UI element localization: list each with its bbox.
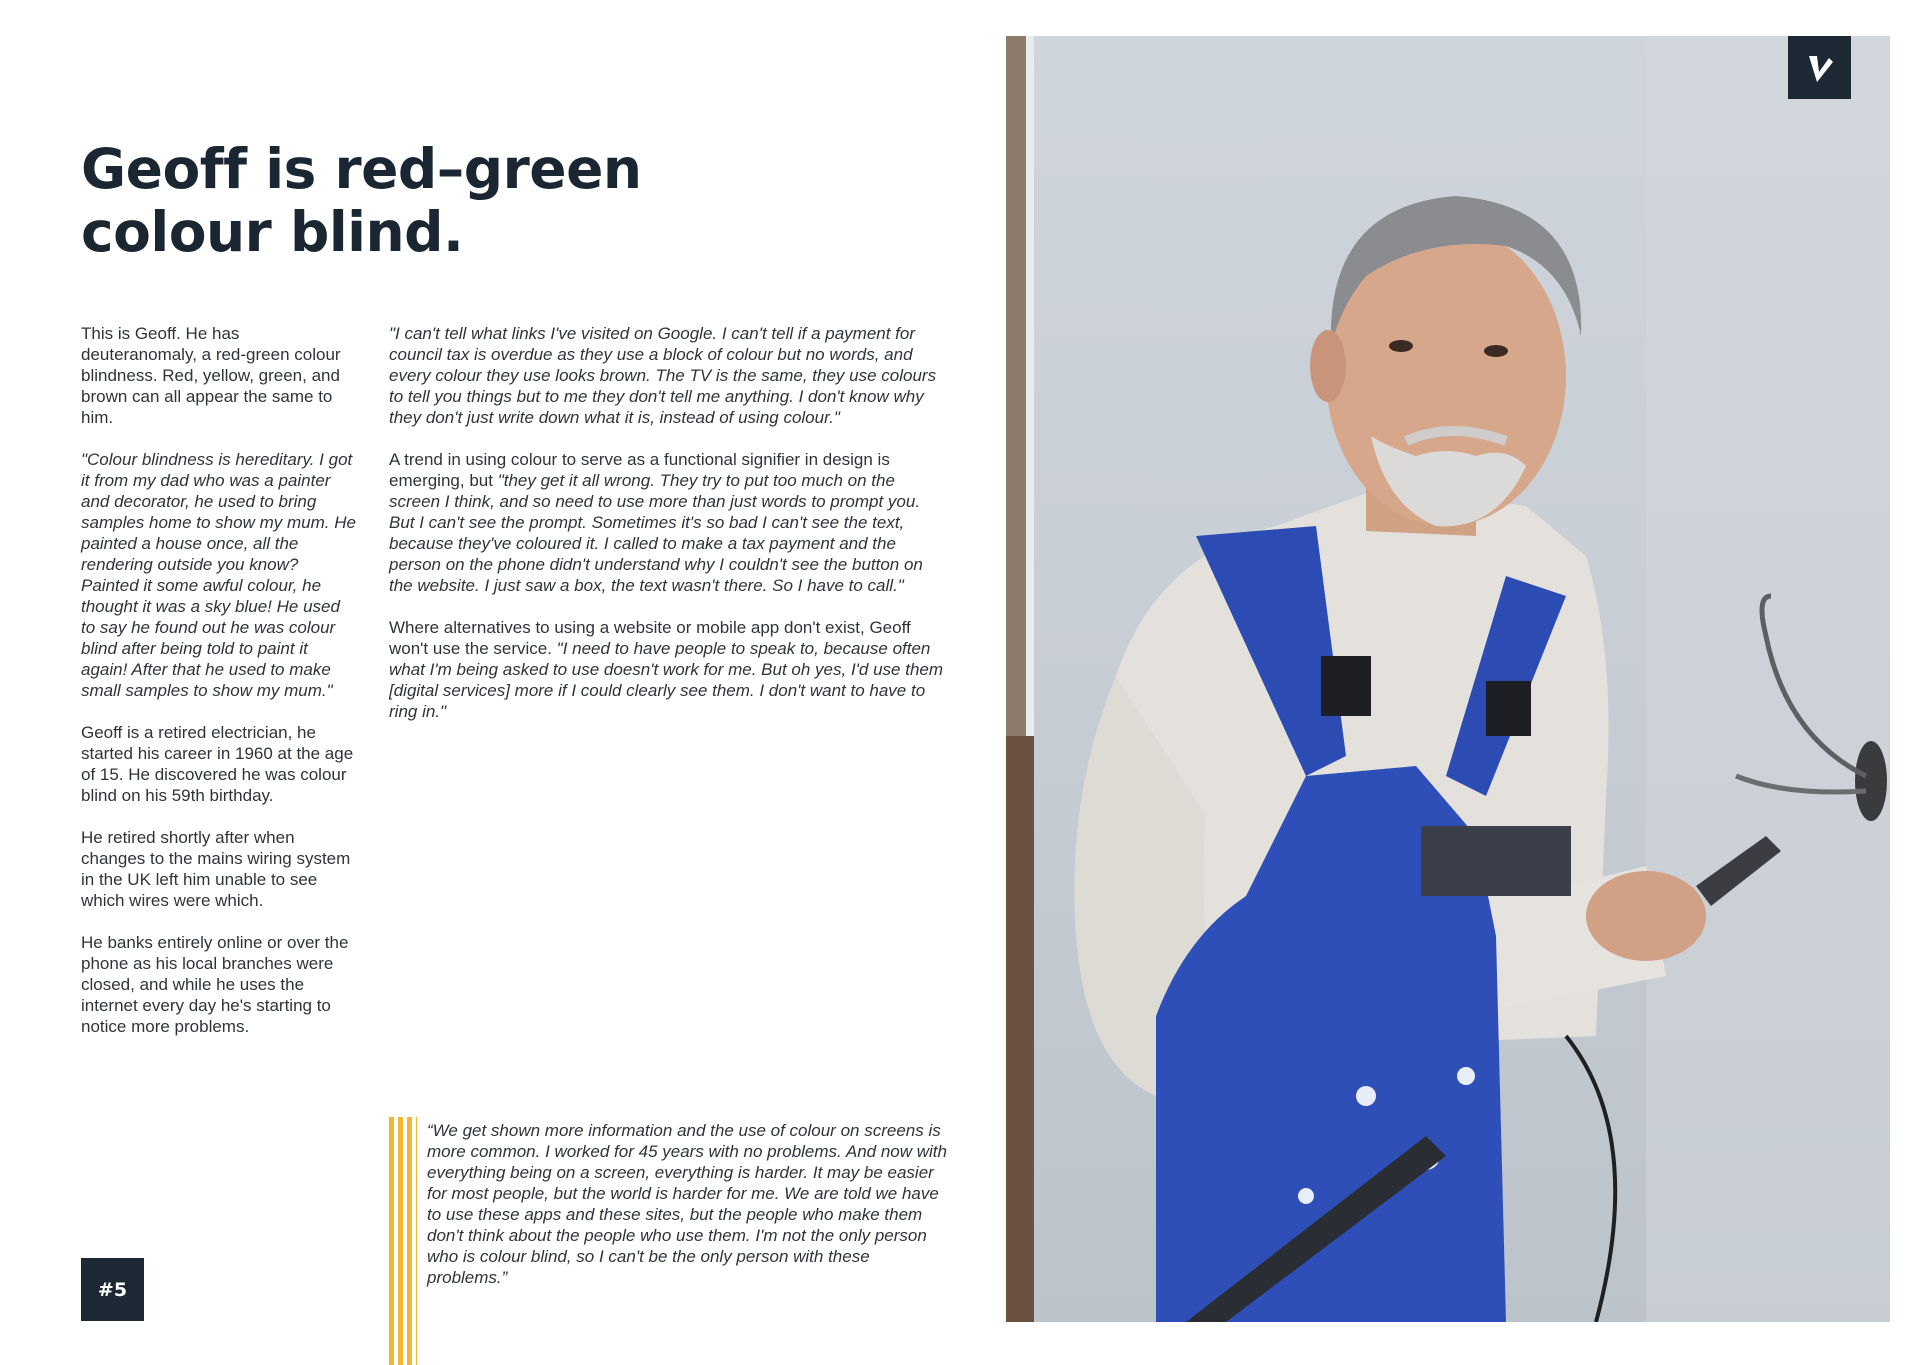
career-paragraph: Geoff is a retired electrician, he started his career in 1960 at the age of 15. He discovered he was colour blind on his 59th birthday.	[81, 723, 354, 805]
logo-mark	[1805, 52, 1835, 84]
quote-accent-bars	[389, 1117, 417, 1365]
photo-illustration	[1006, 36, 1890, 1322]
links-quote: "I can't tell what links I've visited on Google. I can't tell if a payment for council tax is overdue as they use a block of colour but no words, and every colour they use looks brown. The TV is the same, they use colours to tell you things but to me they don't tell me anything. I don't know why they don't just write down what it is, instead of using colour."	[389, 324, 937, 427]
title-line-1: Geoff is red–green	[81, 137, 642, 201]
strap-buckle-left	[1321, 656, 1371, 716]
hand	[1586, 871, 1706, 961]
alternatives-text: Where alternatives to using a website or mobile app don't exist, Geoff won't use the service.	[389, 618, 911, 658]
trend-paragraph	[389, 449, 944, 596]
trend-quote: "they get it all wrong. They try to put too much on the screen I think, and so need to use more than just words to prompt you. But I can't see the prompt. Sometimes it's so bad I can't see the text, because they've coloured it. I called to make a tax payment and the person on the phone didn't understand why I couldn't see the button on the website. I just saw a box, the text wasn't there. So I have to call."	[389, 471, 923, 595]
eye-right	[1484, 345, 1508, 357]
brand-logo-icon	[1788, 36, 1851, 99]
paint-splatter	[1356, 1086, 1376, 1106]
cable	[1566, 1036, 1615, 1322]
alternatives-paragraph	[389, 617, 944, 722]
paint-splatter	[1298, 1188, 1314, 1204]
strap-buckle-right	[1486, 681, 1531, 736]
alternatives-quote: "I need to have people to speak to, because often what I'm being asked to use doesn't work for me. But oh yes, I'd use them [digital services] more if I could clearly see them. I don't want to have to ring in."	[389, 639, 944, 721]
retirement-paragraph: He retired shortly after when changes to the mains wiring system in the UK left him unable to see which wires were which.	[81, 828, 351, 910]
eye-left	[1389, 340, 1413, 352]
title-line-2: colour blind.	[81, 200, 464, 264]
hereditary-quote: "Colour blindness is hereditary. I got it from my dad who was a painter and decorator, he used to bring samples home to show my mum. He painted a house once, all the rendering outside you know? Painted it some awful colour, he thought it was a sky blue! He used to say he found out he was colour blind after being told to paint it again! After that he used to make small samples to show my mum."	[81, 450, 356, 700]
page-title	[81, 138, 681, 264]
paint-splatter	[1457, 1067, 1475, 1085]
pull-quote: “We get shown more information and the use of colour on screens is more common. I worked for 45 years with no problems. And now with everything being on a screen, everything is harder. It may be easier for most people, but the world is harder for me. We are told we have to use these apps and these sites, but the people who make them don't think about the people who use them. I'm not the only person who is colour blind, so I can't be the only person with these problems.”	[427, 1121, 947, 1287]
pull-quote-block	[389, 1117, 949, 1365]
background-shelf	[1006, 736, 1034, 1322]
page-number: #5	[97, 1278, 128, 1301]
trend-text: A trend in using colour to serve as a functional signifier in design is emerging, but	[389, 450, 890, 490]
ear	[1310, 330, 1346, 402]
page-number-badge	[81, 1258, 144, 1321]
left-column	[81, 323, 356, 1058]
wall-highlight	[1646, 36, 1890, 1322]
geoff-photo	[1006, 36, 1890, 1322]
overall-pocket	[1421, 826, 1571, 896]
wall-socket-hole	[1855, 741, 1887, 821]
intro-paragraph: This is Geoff. He has deuteranomaly, a red-green colour blindness. Red, yellow, green, and brown can all appear the same to him.	[81, 324, 341, 427]
banking-paragraph: He banks entirely online or over the phone as his local branches were closed, and while he uses the internet every day he's starting to notice more problems.	[81, 933, 349, 1036]
right-text-column	[389, 323, 944, 743]
